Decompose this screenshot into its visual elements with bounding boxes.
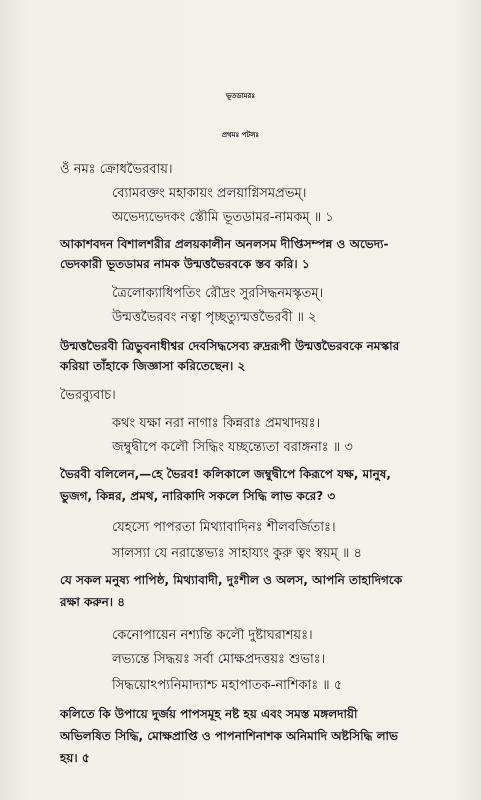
translation-line: করিয়া তাঁহাকে জিজ্ঞাসা করিতেছেন। ২ [60, 359, 246, 373]
translation-line: অভিলষিত সিদ্ধি, মোক্ষপ্রাপ্তি ও পাপনাশিনাশক অনিমাদি অষ্টসিদ্ধি লাভ [60, 729, 398, 743]
verse-line: সালস্যা যে নরাস্তেভ্যঃ সাহায্যং কুরু ত্বং স্বয়ম্ ॥ ৪ [112, 546, 362, 561]
speaker-line: ভৈরব্যুবাচ। [60, 388, 116, 403]
translation-line: উন্মত্তভৈরবী ত্রিভুবনাধীশ্বর দেবসিদ্ধসেব্য রুদ্ররূপী উন্মত্তভৈরবকে নমস্কার [60, 339, 400, 353]
translation-line: রক্ষা করুন। ৪ [60, 595, 126, 609]
verse-line: কথং যক্ষা নরা নাগাঃ কিন্নরাঃ প্রমথাদয়ঃ। [112, 416, 321, 431]
verse-line: সিদ্ধয়োঽপ্যনিমাদ্যাশ্চ মহাপাতক-নাশিকাঃ ॥ ৫ [112, 678, 343, 693]
verse-line: ব্যোমবক্তং মহাকায়ং প্রলয়াগ্নিসমপ্রভম্। [112, 186, 307, 201]
verse-line: ওঁ নমঃ ক্রোধভৈরবায়। [60, 162, 173, 177]
translation-line: যে সকল মনুষ্য পাপিষ্ঠ, মিথ্যাবাদী, দুঃশীল ও অলস, আপনি তাহাদিগকে [60, 573, 403, 587]
verse-line: জম্বুদ্বীপে কলৌ সিদ্ধিং যচ্ছন্ত্যেতা বরাঙ্গনাঃ ॥ ৩ [112, 440, 353, 455]
translation-line: ভুজগ, কিন্নর, প্রমথ, নারিকাদি সকলে সিদ্ধি লাভ করে? ৩ [60, 489, 336, 503]
verse-line: লভ্যন্তে সিদ্ধয়ঃ সর্বা মোক্ষপ্রদত্তয়ঃ শুভাঃ। [112, 652, 326, 667]
translation-line: কলিতে কি উপায়ে দুর্জয় পাপসমূহ নষ্ট হয় এবং সমস্ত মঙ্গলদায়ী [60, 707, 358, 721]
translation-line: ভৈরবী বলিলেন,—হে ভৈরব! কলিকালে জম্বুদ্বীপে কিরূপে যক্ষ, মানুষ, [60, 467, 391, 481]
translation-line: আকাশবদন বিশালশরীর প্রলয়কালীন অনলসম দীপ্তিসম্পন্ন ও অভেদ্য- [60, 237, 389, 251]
verse-line: যেহস্যে পাপরতা মিথ্যাবাদিনঃ শীলবর্জিতাঃ। [112, 520, 336, 535]
verse-line: উন্মত্তভৈরবং নত্বা পৃচ্ছত্যুন্মত্তভৈরবী ॥ ২ [112, 310, 317, 325]
verse-line: ত্রৈলোক্যাধিপতিং রৌদ্রং সুরসিদ্ধনমস্কৃতম্। [112, 286, 324, 301]
translation-line: হয়। ৫ [60, 751, 90, 765]
verse-line: অভেদ্যভেদকং স্তৌমি ভূতডামর-নামকম্ ॥ ১ [112, 210, 334, 225]
verse-line: কেনোপায়েন নশ্যন্তি কলৌ দুষ্টাঘরাশয়ঃ। [112, 628, 313, 643]
chapter-title: ভূতডামরঃ [225, 92, 256, 100]
translation-line: ভেদকারী ভূতডামর নামক উন্মত্তভৈরবকে স্তব করি। ১ [60, 257, 310, 271]
chapter-subtitle: প্রথমঃ পটলঃ [221, 131, 260, 139]
